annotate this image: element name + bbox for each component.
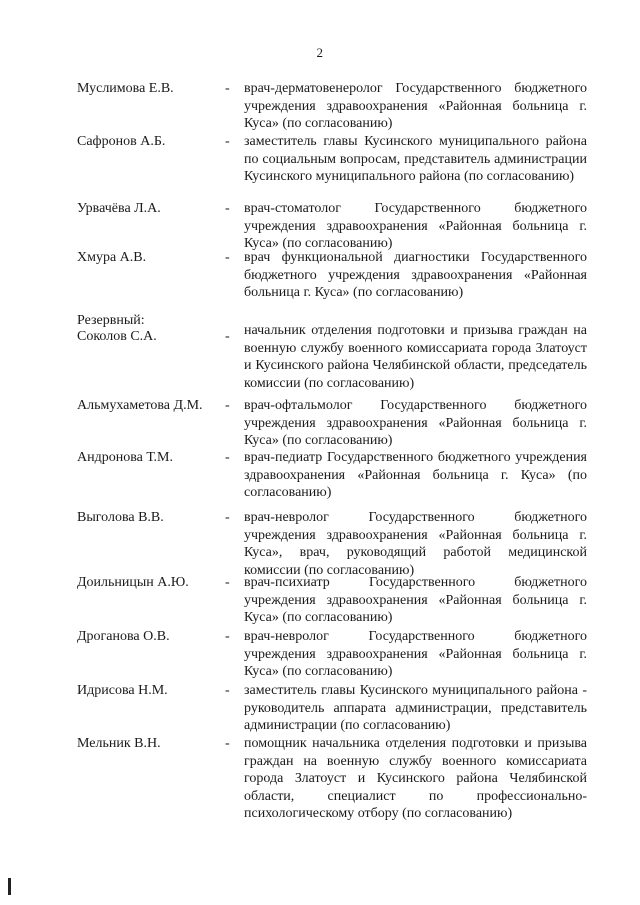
scan-edge-mark: [8, 878, 11, 895]
member-role: врач функциональной диагностики Государственного бюджетного учреждения здравоохранения «Районная больница г. Куса» (по согласованию): [244, 250, 587, 301]
member-name: Урвачёва Л.А.: [77, 201, 161, 216]
member-name: Альмухаметова Д.М.: [77, 398, 203, 413]
dash: -: [225, 134, 230, 149]
member-name: Выголова В.В.: [77, 510, 164, 525]
dash: -: [225, 398, 230, 413]
member-role: заместитель главы Кусинского муниципального района по социальным вопросам, представитель администрации Кусинского муниципального района (по согласованию): [244, 134, 587, 185]
member-role: помощник начальника отделения подготовки и призыва граждан на военную службу военного комиссариата города Златоуст и Кусинского района Челябинской области, специалист по профессионально-психологическому отбору (по согласованию): [244, 736, 587, 822]
member-name: Сафронов А.Б.: [77, 134, 166, 149]
dash: -: [225, 329, 230, 344]
dash: -: [225, 81, 230, 96]
member-name: Хмура А.В.: [77, 250, 147, 265]
member-role: врач-дерматовенеролог Государственного бюджетного учреждения здравоохранения «Районная больница г. Куса» (по согласованию): [244, 81, 587, 132]
member-name: Дроганова О.В.: [77, 629, 170, 644]
dash: -: [225, 510, 230, 525]
dash: -: [225, 450, 230, 465]
member-role: начальник отделения подготовки и призыва граждан на военную службу военного комиссариата города Златоуст и Кусинского района Челябинской области, председатель комиссии (по согласованию): [244, 323, 587, 391]
member-role: врач-невролог Государственного бюджетного учреждения здравоохранения «Районная больница г. Куса» (по согласованию): [244, 629, 587, 680]
member-name: Доильницын А.Ю.: [77, 575, 189, 590]
member-name: Андронова Т.М.: [77, 450, 173, 465]
dash: -: [225, 629, 230, 644]
member-role: врач-невролог Государственного бюджетного учреждения здравоохранения «Районная больница г. Куса», врач, руководящий работой медицинской комиссии (по согласованию): [244, 510, 587, 578]
reserve-section-label: Резервный:: [77, 313, 145, 328]
dash: -: [225, 736, 230, 751]
dash: -: [225, 250, 230, 265]
member-name: Муслимова Е.В.: [77, 81, 174, 96]
dash: -: [225, 683, 230, 698]
member-role: врач-офтальмолог Государственного бюджетного учреждения здравоохранения «Районная больница г. Куса» (по согласованию): [244, 398, 587, 449]
member-role: врач-педиатр Государственного бюджетного учреждения здравоохранения «Районная больница г. Куса» (по согласованию): [244, 450, 587, 501]
member-name: Мельник В.Н.: [77, 736, 161, 751]
member-name: Соколов С.А.: [77, 329, 157, 344]
dash: -: [225, 201, 230, 216]
member-name: Идрисова Н.М.: [77, 683, 168, 698]
dash: -: [225, 575, 230, 590]
page-number: 2: [316, 45, 324, 60]
member-role: заместитель главы Кусинского муниципального района - руководитель аппарата администрации, представитель администрации (по согласованию): [244, 683, 587, 734]
member-role: врач-психиатр Государственного бюджетного учреждения здравоохранения «Районная больница г. Куса» (по согласованию): [244, 575, 587, 626]
member-role: врач-стоматолог Государственного бюджетного учреждения здравоохранения «Районная больница г. Куса» (по согласованию): [244, 201, 587, 252]
